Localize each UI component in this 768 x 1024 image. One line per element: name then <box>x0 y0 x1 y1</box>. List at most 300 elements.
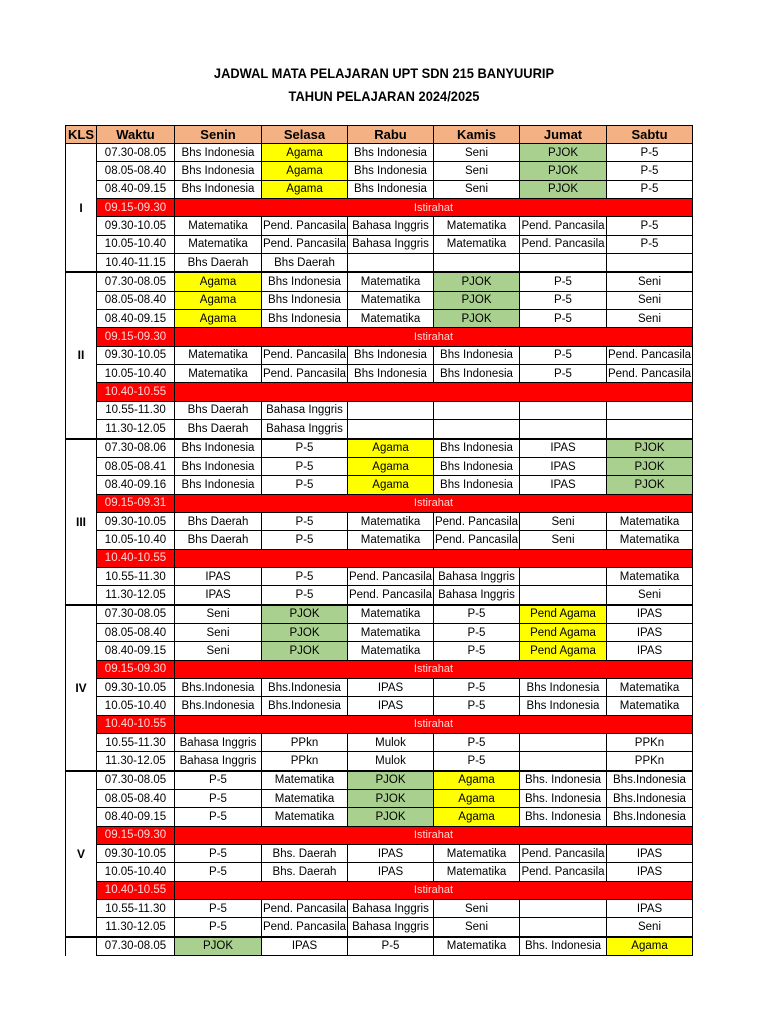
subject-cell-senin: PJOK <box>175 937 262 956</box>
subject-cell-selasa: P-5 <box>262 457 348 475</box>
subject-cell-senin: Bhs Daerah <box>175 512 262 530</box>
table-row <box>66 476 693 494</box>
subject-cell-sabtu: PJOK <box>607 457 693 475</box>
subject-cell-kamis: Matematika <box>434 217 520 235</box>
rest-row <box>66 715 693 733</box>
time-cell: 09.30-10.05 <box>97 346 175 364</box>
time-cell: 07.30-08.05 <box>97 605 175 624</box>
subject-cell-kamis <box>434 420 520 439</box>
subject-cell-rabu: Pend. Pancasila <box>348 586 434 605</box>
subject-cell-senin: Bhs Indonesia <box>175 144 262 162</box>
table-row <box>66 567 693 585</box>
table-row <box>66 512 693 530</box>
subject-cell-jumat: P-5 <box>520 346 607 364</box>
subject-cell-senin: P-5 <box>175 790 262 808</box>
subject-cell-rabu: Bhs Indonesia <box>348 162 434 180</box>
subject-cell-sabtu: Bhs.Indonesia <box>607 771 693 790</box>
subject-cell-jumat: Bhs Indonesia <box>520 697 607 715</box>
header-row <box>66 126 693 144</box>
subject-cell-jumat: Bhs. Indonesia <box>520 937 607 956</box>
subject-cell-sabtu <box>607 254 693 273</box>
time-cell: 09.30-10.05 <box>97 678 175 696</box>
subject-cell-jumat: Bhs Indonesia <box>520 678 607 696</box>
subject-cell-kamis: Agama <box>434 771 520 790</box>
time-cell: 10.05-10.40 <box>97 697 175 715</box>
table-row <box>66 845 693 863</box>
subject-cell-jumat: PJOK <box>520 144 607 162</box>
subject-cell-sabtu: PJOK <box>607 476 693 494</box>
subject-cell-jumat: Pend. Pancasila <box>520 863 607 881</box>
time-cell: 07.30-08.05 <box>97 272 175 291</box>
subject-cell-kamis: Seni <box>434 900 520 918</box>
subject-cell-jumat: IPAS <box>520 476 607 494</box>
table-row <box>66 346 693 364</box>
subject-cell-sabtu: Bhs.Indonesia <box>607 808 693 826</box>
table-row <box>66 808 693 826</box>
subject-cell-senin: Matematika <box>175 365 262 383</box>
subject-cell-senin: Bhs Indonesia <box>175 180 262 198</box>
subject-cell-senin: Bhs Daerah <box>175 531 262 549</box>
subject-cell-jumat <box>520 900 607 918</box>
time-cell: 10.05-10.40 <box>97 531 175 549</box>
subject-cell-kamis: Pend. Pancasila <box>434 531 520 549</box>
subject-cell-selasa: Bhs Indonesia <box>262 272 348 291</box>
table-row <box>66 678 693 696</box>
subject-cell-kamis: Seni <box>434 144 520 162</box>
subject-cell-rabu: IPAS <box>348 863 434 881</box>
subject-cell-senin: P-5 <box>175 900 262 918</box>
subject-cell-senin: Bahasa Inggris <box>175 734 262 752</box>
subject-cell-selasa: Bhs Indonesia <box>262 310 348 328</box>
time-cell: 10.55-11.30 <box>97 900 175 918</box>
subject-cell-jumat: Pend. Pancasila <box>520 235 607 253</box>
time-cell: 07.30-08.05 <box>97 144 175 162</box>
class-label: IV <box>66 605 97 771</box>
subject-cell-rabu: Matematika <box>348 531 434 549</box>
class-label: V <box>66 771 97 937</box>
table-row <box>66 697 693 715</box>
table-row <box>66 162 693 180</box>
subject-cell-senin: Agama <box>175 310 262 328</box>
time-cell: 10.40-10.55 <box>97 715 175 733</box>
subject-cell-rabu: Matematika <box>348 272 434 291</box>
subject-cell-kamis: P-5 <box>434 734 520 752</box>
subject-cell-sabtu: Matematika <box>607 697 693 715</box>
table-row <box>66 790 693 808</box>
time-cell: 08.40-09.15 <box>97 642 175 660</box>
subject-cell-jumat <box>520 401 607 419</box>
header-senin: Senin <box>175 126 262 144</box>
subject-cell-jumat <box>520 734 607 752</box>
subject-cell-rabu: Bahasa Inggris <box>348 900 434 918</box>
subject-cell-sabtu: IPAS <box>607 605 693 624</box>
table-row <box>66 937 693 956</box>
table-row <box>66 401 693 419</box>
rest-row <box>66 383 693 401</box>
page-title: JADWAL MATA PELAJARAN UPT SDN 215 BANYUURIP <box>213 65 555 81</box>
subject-cell-sabtu: Matematika <box>607 678 693 696</box>
subject-cell-selasa: Pend. Pancasila <box>262 217 348 235</box>
rest-row <box>66 826 693 844</box>
subject-cell-kamis: Matematika <box>434 845 520 863</box>
table-row <box>66 752 693 771</box>
subject-cell-rabu <box>348 401 434 419</box>
header-kamis: Kamis <box>434 126 520 144</box>
subject-cell-rabu: Matematika <box>348 310 434 328</box>
time-cell: 10.40-11.15 <box>97 254 175 273</box>
subject-cell-senin: IPAS <box>175 586 262 605</box>
subject-cell-rabu: Bahasa Inggris <box>348 918 434 937</box>
subject-cell-rabu: Matematika <box>348 512 434 530</box>
subject-cell-kamis: Bhs Indonesia <box>434 457 520 475</box>
subject-cell-sabtu: P-5 <box>607 217 693 235</box>
subject-cell-sabtu: Matematika <box>607 567 693 585</box>
time-cell: 08.05-08.40 <box>97 790 175 808</box>
subject-cell-jumat: P-5 <box>520 365 607 383</box>
subject-cell-selasa: Pend. Pancasila <box>262 365 348 383</box>
table-row <box>66 144 693 162</box>
subject-cell-jumat: PJOK <box>520 180 607 198</box>
subject-cell-selasa: Bhs. Daerah <box>262 845 348 863</box>
subject-cell-jumat <box>520 752 607 771</box>
subject-cell-sabtu: PJOK <box>607 439 693 458</box>
subject-cell-jumat: P-5 <box>520 291 607 309</box>
subject-cell-kamis: P-5 <box>434 678 520 696</box>
time-cell: 10.05-10.40 <box>97 365 175 383</box>
subject-cell-jumat: Bhs. Indonesia <box>520 808 607 826</box>
subject-cell-rabu: Mulok <box>348 752 434 771</box>
header-jumat: Jumat <box>520 126 607 144</box>
subject-cell-selasa: P-5 <box>262 439 348 458</box>
time-cell: 08.05-08.40 <box>97 291 175 309</box>
table-row <box>66 291 693 309</box>
subject-cell-jumat: Pend Agama <box>520 642 607 660</box>
subject-cell-selasa: Bahasa Inggris <box>262 401 348 419</box>
header-selasa: Selasa <box>262 126 348 144</box>
subject-cell-selasa: Agama <box>262 180 348 198</box>
time-cell: 11.30-12.05 <box>97 420 175 439</box>
time-cell: 08.05-08.40 <box>97 623 175 641</box>
subject-cell-rabu: PJOK <box>348 771 434 790</box>
subject-cell-selasa: Bhs.Indonesia <box>262 678 348 696</box>
time-cell: 09.15-09.30 <box>97 328 175 346</box>
table-row <box>66 623 693 641</box>
class-label: I <box>66 144 97 273</box>
subject-cell-rabu: IPAS <box>348 678 434 696</box>
time-cell: 11.30-12.05 <box>97 586 175 605</box>
subject-cell-senin: Bahasa Inggris <box>175 752 262 771</box>
subject-cell-sabtu: Bhs.Indonesia <box>607 790 693 808</box>
subject-cell-selasa: Matematika <box>262 771 348 790</box>
subject-cell-kamis: PJOK <box>434 291 520 309</box>
table-row <box>66 457 693 475</box>
subject-cell-jumat: Pend. Pancasila <box>520 845 607 863</box>
subject-cell-sabtu: Pend. Pancasila <box>607 346 693 364</box>
subject-cell-rabu: PJOK <box>348 808 434 826</box>
rest-row <box>66 660 693 678</box>
subject-cell-jumat: Bhs. Indonesia <box>520 790 607 808</box>
header-kls: KLS <box>66 126 97 144</box>
table-row <box>66 272 693 291</box>
subject-cell-senin: Matematika <box>175 346 262 364</box>
break-cell: Istirahat <box>175 826 693 844</box>
time-cell: 07.30-08.05 <box>97 771 175 790</box>
subject-cell-kamis: P-5 <box>434 697 520 715</box>
subject-cell-senin: Matematika <box>175 235 262 253</box>
subject-cell-selasa: Agama <box>262 144 348 162</box>
header-rabu: Rabu <box>348 126 434 144</box>
time-cell: 11.30-12.05 <box>97 752 175 771</box>
time-cell: 07.30-08.06 <box>97 439 175 458</box>
subject-cell-jumat: Pend Agama <box>520 623 607 641</box>
header-sabtu: Sabtu <box>607 126 693 144</box>
rest-row <box>66 328 693 346</box>
subject-cell-kamis: Bahasa Inggris <box>434 567 520 585</box>
subject-cell-senin: Agama <box>175 272 262 291</box>
subject-cell-selasa: P-5 <box>262 567 348 585</box>
subject-cell-kamis <box>434 254 520 273</box>
subject-cell-jumat <box>520 254 607 273</box>
subject-cell-rabu: Agama <box>348 476 434 494</box>
page-subtitle: TAHUN PELAJARAN 2024/2025 <box>288 88 480 104</box>
subject-cell-selasa: Pend. Pancasila <box>262 900 348 918</box>
subject-cell-senin: Bhs Daerah <box>175 420 262 439</box>
subject-cell-sabtu: Matematika <box>607 531 693 549</box>
subject-cell-selasa: IPAS <box>262 937 348 956</box>
subject-cell-senin: P-5 <box>175 918 262 937</box>
subject-cell-rabu: Pend. Pancasila <box>348 567 434 585</box>
time-cell: 08.40-09.15 <box>97 808 175 826</box>
subject-cell-kamis: Bhs Indonesia <box>434 365 520 383</box>
subject-cell-senin: Agama <box>175 291 262 309</box>
subject-cell-kamis: P-5 <box>434 642 520 660</box>
rest-row <box>66 881 693 899</box>
time-cell: 09.30-10.05 <box>97 845 175 863</box>
time-cell: 08.40-09.15 <box>97 310 175 328</box>
subject-cell-senin: P-5 <box>175 771 262 790</box>
subject-cell-kamis: Agama <box>434 808 520 826</box>
table-row <box>66 310 693 328</box>
time-cell: 11.30-12.05 <box>97 918 175 937</box>
subject-cell-sabtu: PPKn <box>607 734 693 752</box>
subject-cell-senin: Seni <box>175 605 262 624</box>
table-row <box>66 254 693 273</box>
subject-cell-rabu: Matematika <box>348 623 434 641</box>
subject-cell-jumat: IPAS <box>520 457 607 475</box>
subject-cell-selasa: Matematika <box>262 790 348 808</box>
subject-cell-selasa: Bhs. Daerah <box>262 863 348 881</box>
subject-cell-senin: Bhs Daerah <box>175 401 262 419</box>
table-row <box>66 439 693 458</box>
subject-cell-kamis <box>434 401 520 419</box>
break-cell: Istirahat <box>175 328 693 346</box>
subject-cell-kamis: Bhs Indonesia <box>434 476 520 494</box>
subject-cell-selasa: P-5 <box>262 531 348 549</box>
subject-cell-kamis: Seni <box>434 162 520 180</box>
subject-cell-senin: Seni <box>175 623 262 641</box>
table-row <box>66 605 693 624</box>
subject-cell-sabtu: PPKn <box>607 752 693 771</box>
subject-cell-selasa: P-5 <box>262 586 348 605</box>
time-cell: 09.15-09.31 <box>97 494 175 512</box>
subject-cell-rabu: Matematika <box>348 291 434 309</box>
subject-cell-rabu <box>348 420 434 439</box>
subject-cell-rabu: Bhs Indonesia <box>348 180 434 198</box>
subject-cell-jumat: P-5 <box>520 272 607 291</box>
table-row <box>66 217 693 235</box>
subject-cell-jumat: Bhs. Indonesia <box>520 771 607 790</box>
table-row <box>66 771 693 790</box>
subject-cell-sabtu <box>607 401 693 419</box>
table-row <box>66 365 693 383</box>
subject-cell-sabtu: Agama <box>607 937 693 956</box>
time-cell: 10.55-11.30 <box>97 734 175 752</box>
class-label: II <box>66 272 97 438</box>
table-row <box>66 918 693 937</box>
subject-cell-sabtu: Seni <box>607 291 693 309</box>
subject-cell-senin: Bhs.Indonesia <box>175 697 262 715</box>
subject-cell-kamis: PJOK <box>434 310 520 328</box>
break-cell <box>175 549 693 567</box>
subject-cell-senin: Bhs Daerah <box>175 254 262 273</box>
subject-cell-sabtu: Seni <box>607 272 693 291</box>
subject-cell-sabtu: IPAS <box>607 863 693 881</box>
time-cell: 10.40-10.55 <box>97 383 175 401</box>
subject-cell-jumat: Seni <box>520 531 607 549</box>
table-row <box>66 863 693 881</box>
rest-row <box>66 494 693 512</box>
subject-cell-sabtu: IPAS <box>607 623 693 641</box>
subject-cell-rabu: Bahasa Inggris <box>348 217 434 235</box>
subject-cell-sabtu: P-5 <box>607 235 693 253</box>
subject-cell-kamis: Matematika <box>434 937 520 956</box>
subject-cell-senin: Bhs Indonesia <box>175 162 262 180</box>
time-cell: 08.40-09.16 <box>97 476 175 494</box>
header-waktu: Waktu <box>97 126 175 144</box>
table-row <box>66 235 693 253</box>
subject-cell-sabtu: Seni <box>607 310 693 328</box>
subject-cell-sabtu <box>607 420 693 439</box>
subject-cell-senin: Bhs Indonesia <box>175 439 262 458</box>
time-cell: 08.40-09.15 <box>97 180 175 198</box>
subject-cell-senin: Matematika <box>175 217 262 235</box>
subject-cell-rabu: Bahasa Inggris <box>348 235 434 253</box>
subject-cell-jumat: Pend Agama <box>520 605 607 624</box>
time-cell: 10.40-10.55 <box>97 881 175 899</box>
class-label: III <box>66 439 97 605</box>
subject-cell-rabu: Bhs Indonesia <box>348 346 434 364</box>
subject-cell-jumat: PJOK <box>520 162 607 180</box>
subject-cell-senin: Bhs.Indonesia <box>175 678 262 696</box>
table-row <box>66 734 693 752</box>
subject-cell-kamis: Pend. Pancasila <box>434 512 520 530</box>
subject-cell-jumat <box>520 567 607 585</box>
subject-cell-kamis: P-5 <box>434 623 520 641</box>
table-row <box>66 420 693 439</box>
subject-cell-sabtu: P-5 <box>607 144 693 162</box>
subject-cell-kamis: Matematika <box>434 235 520 253</box>
subject-cell-selasa: P-5 <box>262 512 348 530</box>
subject-cell-sabtu: Matematika <box>607 512 693 530</box>
subject-cell-rabu: PJOK <box>348 790 434 808</box>
subject-cell-sabtu: IPAS <box>607 845 693 863</box>
subject-cell-senin: P-5 <box>175 808 262 826</box>
subject-cell-selasa: Bhs.Indonesia <box>262 697 348 715</box>
table-row <box>66 642 693 660</box>
subject-cell-rabu <box>348 254 434 273</box>
time-cell: 10.05-10.40 <box>97 863 175 881</box>
time-cell: 09.15-09.30 <box>97 199 175 217</box>
subject-cell-sabtu: Seni <box>607 586 693 605</box>
subject-cell-senin: IPAS <box>175 567 262 585</box>
subject-cell-sabtu: P-5 <box>607 162 693 180</box>
time-cell: 07.30-08.05 <box>97 937 175 956</box>
subject-cell-jumat <box>520 586 607 605</box>
subject-cell-selasa: PPkn <box>262 734 348 752</box>
subject-cell-senin: Bhs Indonesia <box>175 457 262 475</box>
subject-cell-kamis: Matematika <box>434 863 520 881</box>
subject-cell-jumat <box>520 420 607 439</box>
subject-cell-selasa: Bhs Indonesia <box>262 291 348 309</box>
subject-cell-kamis: Seni <box>434 180 520 198</box>
table-row <box>66 900 693 918</box>
subject-cell-rabu: Mulok <box>348 734 434 752</box>
subject-cell-kamis: Bahasa Inggris <box>434 586 520 605</box>
subject-cell-sabtu: P-5 <box>607 180 693 198</box>
subject-cell-sabtu: Pend. Pancasila <box>607 365 693 383</box>
subject-cell-rabu: IPAS <box>348 845 434 863</box>
subject-cell-selasa: P-5 <box>262 476 348 494</box>
time-cell: 09.30-10.05 <box>97 512 175 530</box>
subject-cell-selasa: Pend. Pancasila <box>262 918 348 937</box>
subject-cell-rabu: Bhs Indonesia <box>348 144 434 162</box>
class-label <box>66 937 97 956</box>
subject-cell-kamis: Bhs Indonesia <box>434 346 520 364</box>
break-cell: Istirahat <box>175 494 693 512</box>
time-cell: 08.05-08.40 <box>97 162 175 180</box>
subject-cell-selasa: PJOK <box>262 623 348 641</box>
subject-cell-rabu: Agama <box>348 457 434 475</box>
subject-cell-selasa: Bahasa Inggris <box>262 420 348 439</box>
time-cell: 10.55-11.30 <box>97 567 175 585</box>
subject-cell-rabu: IPAS <box>348 697 434 715</box>
subject-cell-jumat: Seni <box>520 512 607 530</box>
subject-cell-senin: P-5 <box>175 863 262 881</box>
table-row <box>66 180 693 198</box>
subject-cell-sabtu: IPAS <box>607 642 693 660</box>
subject-cell-kamis: Bhs Indonesia <box>434 439 520 458</box>
time-cell: 09.15-09.30 <box>97 660 175 678</box>
subject-cell-rabu: Agama <box>348 439 434 458</box>
subject-cell-senin: Bhs Indonesia <box>175 476 262 494</box>
table-row <box>66 531 693 549</box>
subject-cell-jumat: P-5 <box>520 310 607 328</box>
subject-cell-rabu: Matematika <box>348 642 434 660</box>
break-cell: Istirahat <box>175 199 693 217</box>
time-cell: 10.55-11.30 <box>97 401 175 419</box>
subject-cell-jumat <box>520 918 607 937</box>
break-cell: Istirahat <box>175 881 693 899</box>
subject-cell-sabtu: IPAS <box>607 900 693 918</box>
subject-cell-rabu: P-5 <box>348 937 434 956</box>
time-cell: 10.05-10.40 <box>97 235 175 253</box>
subject-cell-kamis: P-5 <box>434 605 520 624</box>
subject-cell-senin: P-5 <box>175 845 262 863</box>
time-cell: 09.30-10.05 <box>97 217 175 235</box>
subject-cell-selasa: Matematika <box>262 808 348 826</box>
subject-cell-jumat: Pend. Pancasila <box>520 217 607 235</box>
break-cell: Istirahat <box>175 715 693 733</box>
